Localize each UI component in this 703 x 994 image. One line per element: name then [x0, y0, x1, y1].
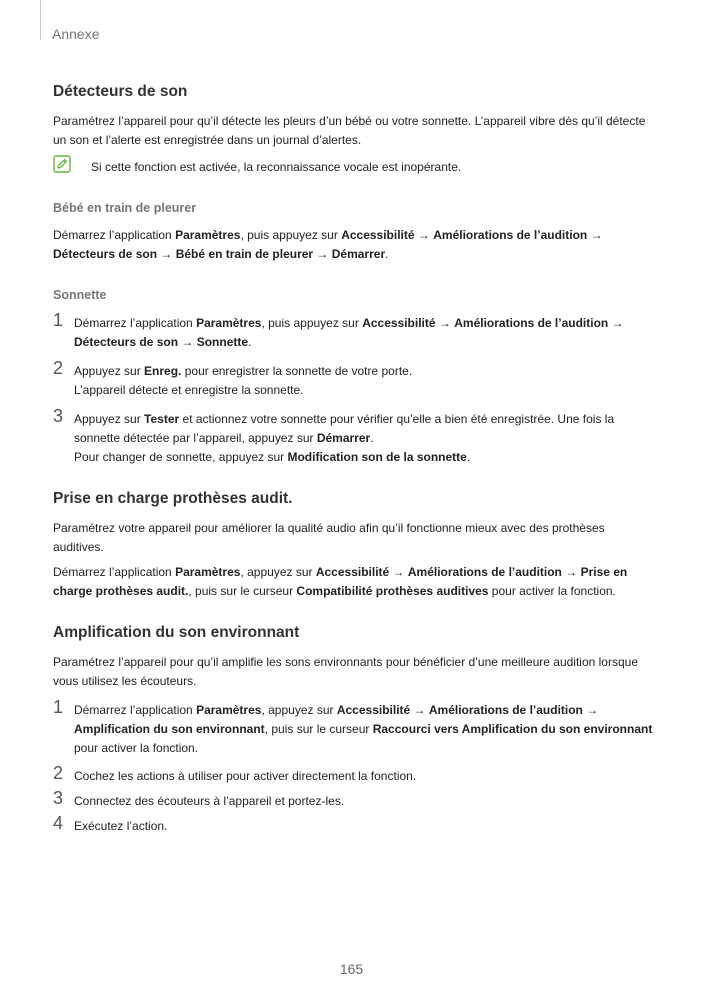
- amplification-steps: [53, 697, 653, 836]
- list-item: [53, 813, 653, 836]
- step-text: Cochez les actions à utiliser pour activer directement la fonction.: [74, 769, 417, 783]
- step-number: 2: [53, 358, 64, 378]
- protheses-intro: Paramétrez votre appareil pour améliorer la qualité audio afin qu’il fonctionne mieux avec des prothèses auditives.: [53, 521, 605, 554]
- page-number: 165: [339, 961, 364, 977]
- running-header: Annexe: [52, 26, 100, 42]
- bebe-instructions: Démarrez l’application Paramètres, puis appuyez sur Accessibilité → Améliorations de l’audition → Détecteurs de son → Bébé en train de pleurer → Démarrer.: [53, 228, 603, 261]
- amplification-intro: Paramétrez l’appareil pour qu’il amplifie les sons environnants pour bénéficier d’une meilleure audition lorsque vous utilisez les écouteurs.: [53, 655, 638, 688]
- section-title-protheses: Prise en charge prothèses audit.: [53, 490, 293, 507]
- note-box: [53, 158, 653, 177]
- detecteurs-intro: Paramétrez l’appareil pour qu’il détecte les pleurs d’un bébé ou votre sonnette. L’appareil vibre dès qu’il détecte un son et l’alerte est enregistrée dans un journal d’alertes.: [53, 114, 646, 147]
- step-number: 2: [53, 763, 64, 783]
- list-item: [53, 310, 653, 352]
- step-text: Appuyez sur Tester et actionnez votre sonnette pour vérifier qu’elle a bien été enregistrée. Une fois la sonnette détectée par l’appareil, appuyez sur Démarrer. Pour changer de sonnette, appuyez sur Modification son de la sonnette.: [74, 412, 615, 464]
- list-item: [53, 697, 653, 758]
- step-text: Exécutez l’action.: [74, 819, 168, 833]
- step-text: Démarrez l’application Paramètres, appuyez sur Accessibilité → Améliorations de l’audition → Amplification du son environnant, puis sur le curseur Raccourci vers Amplification du son environnant pour activer la fonction.: [74, 703, 653, 755]
- list-item: [53, 358, 653, 400]
- subheading-sonnette: Sonnette: [53, 288, 107, 302]
- page-content: [53, 82, 653, 836]
- step-text: Démarrez l’application Paramètres, puis appuyez sur Accessibilité → Améliorations de l’audition → Détecteurs de son → Sonnette.: [74, 316, 624, 349]
- note-text: Si cette fonction est activée, la reconnaissance vocale est inopérante.: [91, 160, 462, 174]
- list-item: [53, 406, 653, 467]
- subheading-bebe: Bébé en train de pleurer: [53, 201, 197, 215]
- list-item: [53, 788, 653, 811]
- step-number: 4: [53, 813, 64, 833]
- step-number: 1: [53, 310, 64, 330]
- step-number: 3: [53, 788, 64, 808]
- pencil-note-icon: [53, 155, 71, 173]
- step-text: Connectez des écouteurs à l’appareil et portez-les.: [74, 794, 345, 808]
- sonnette-steps: [53, 310, 653, 467]
- step-text: Appuyez sur Enreg. pour enregistrer la sonnette de votre porte. L’appareil détecte et enregistre la sonnette.: [74, 364, 413, 397]
- step-number: 3: [53, 406, 64, 426]
- margin-rule: [40, 0, 41, 40]
- section-title-detecteurs: Détecteurs de son: [53, 83, 188, 100]
- list-item: [53, 763, 653, 786]
- protheses-instructions: Démarrez l’application Paramètres, appuyez sur Accessibilité → Améliorations de l’audition → Prise en charge prothèses audit., puis sur le curseur Compatibilité prothèses auditives pour activer la fonction.: [53, 565, 628, 598]
- section-title-amplification: Amplification du son environnant: [53, 624, 300, 641]
- step-number: 1: [53, 697, 64, 717]
